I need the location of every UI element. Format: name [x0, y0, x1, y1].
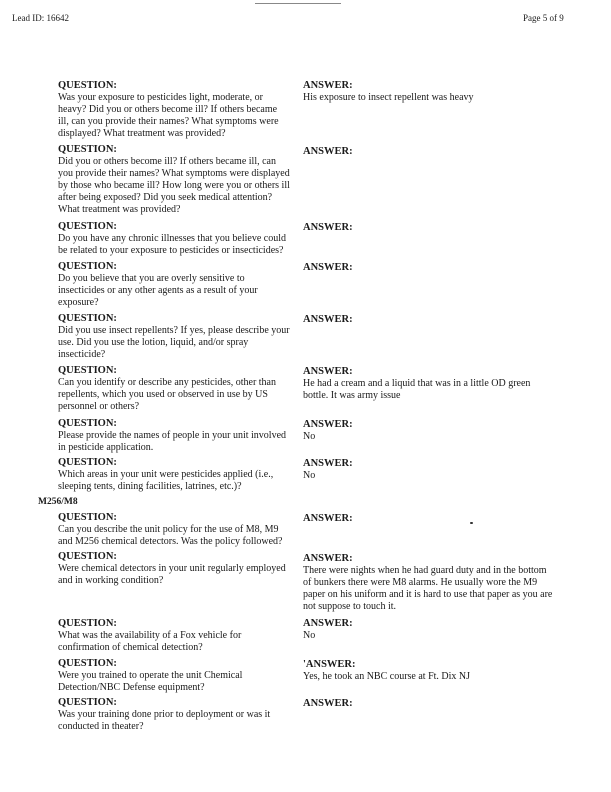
answer-label: ANSWER:: [303, 553, 353, 564]
question-label: QUESTION:: [58, 80, 117, 91]
answer-block: [303, 419, 553, 443]
question-block: [58, 144, 290, 216]
question-label: QUESTION:: [58, 418, 117, 429]
section-label: M256/M8: [38, 497, 78, 507]
answer-text: His exposure to insect repellent was heavy: [303, 92, 474, 103]
question-label: QUESTION:: [58, 551, 117, 562]
question-block: [58, 221, 290, 257]
answer-block: [303, 366, 553, 402]
answer-text: Yes, he took an NBC course at Ft. Dix NJ: [303, 671, 471, 682]
question-label: QUESTION:: [58, 618, 117, 629]
question-block: [58, 80, 290, 140]
top-rule: [255, 3, 341, 4]
answer-block: [303, 618, 553, 642]
answer-block: [303, 80, 553, 104]
question-text: Which areas in your unit were pesticides applied (i.e., sleeping tents, dining facilities, latrines, etc.)?: [58, 469, 274, 492]
question-label: QUESTION:: [58, 658, 117, 669]
question-block: [58, 658, 290, 694]
answer-text: No: [303, 431, 316, 442]
answer-block: [303, 553, 553, 613]
question-label: QUESTION:: [58, 221, 117, 232]
question-text: Was your training done prior to deployment or was it conducted in theater?: [58, 709, 271, 732]
question-text: Please provide the names of people in your unit involved in pesticide application.: [58, 430, 287, 453]
answer-block: [303, 698, 553, 710]
question-text: Were chemical detectors in your unit regularly employed and in working condition?: [58, 563, 286, 586]
answer-label: ANSWER:: [303, 314, 353, 325]
question-block: [58, 313, 290, 361]
answer-block: [303, 222, 553, 234]
question-text: Do you believe that you are overly sensitive to insecticides or any other agents as a result of your exposure?: [58, 273, 258, 308]
answer-label: ANSWER:: [303, 698, 353, 709]
question-text: Did you use insect repellents? If yes, please describe your use. Did you use the lotion, liquid, and/or spray insecticide?: [58, 325, 290, 360]
answer-text: No: [303, 470, 316, 481]
question-label: QUESTION:: [58, 457, 117, 468]
answer-block: [303, 513, 553, 525]
question-label: QUESTION:: [58, 365, 117, 376]
question-text: Were you trained to operate the unit Chemical Detection/NBC Defense equipment?: [58, 670, 243, 693]
answer-label: ANSWER:: [303, 513, 353, 524]
answer-text: There were nights when he had guard duty and in the bottom of bunkers there were M8 alarms. He usually wore the M9 paper on his uniform and it is hard to use that paper as you are not suppose to touch it.: [303, 565, 553, 612]
answer-text: He had a cream and a liquid that was in a little OD green bottle. It was army issue: [303, 378, 531, 401]
question-block: [58, 697, 290, 733]
question-label: QUESTION:: [58, 144, 117, 155]
question-label: QUESTION:: [58, 261, 117, 272]
answer-block: [303, 146, 553, 158]
question-text: Did you or others become ill? If others became ill, can you provide their names? What symptoms were displayed by those who became ill? How long were you or others ill after being exposed? Did you seek medical attention? What treatment was provided?: [58, 156, 290, 215]
question-block: [58, 365, 290, 413]
answer-label: ANSWER:: [303, 80, 353, 91]
answer-block: [303, 262, 553, 274]
lead-id: Lead ID: 16642: [12, 13, 69, 23]
answer-label: 'ANSWER:: [303, 659, 356, 670]
question-label: QUESTION:: [58, 697, 117, 708]
question-block: [58, 261, 290, 309]
question-block: [58, 457, 290, 493]
speck-mark: [470, 522, 473, 524]
answer-label: ANSWER:: [303, 458, 353, 469]
question-block: [58, 551, 290, 587]
answer-label: ANSWER:: [303, 222, 353, 233]
answer-block: [303, 314, 553, 326]
answer-label: ANSWER:: [303, 366, 353, 377]
answer-label: ANSWER:: [303, 262, 353, 273]
question-text: Do you have any chronic illnesses that you believe could be related to your exposure to pesticides or insecticides?: [58, 233, 286, 256]
answer-label: ANSWER:: [303, 419, 353, 430]
answer-label: ANSWER:: [303, 618, 353, 629]
question-text: Can you describe the unit policy for the use of M8, M9 and M256 chemical detectors. Was the policy followed?: [58, 524, 283, 547]
answer-label: ANSWER:: [303, 146, 353, 157]
question-block: [58, 618, 290, 654]
question-text: Was your exposure to pesticides light, moderate, or heavy? Did you or others become ill? If others became ill, can you provide their names? What symptoms were displayed? What treatment was provided?: [58, 92, 279, 139]
question-label: QUESTION:: [58, 313, 117, 324]
question-block: [58, 512, 290, 548]
question-text: What was the availability of a Fox vehicle for confirmation of chemical detection?: [58, 630, 242, 653]
answer-text: No: [303, 630, 316, 641]
page-number: Page 5 of 9: [523, 13, 564, 23]
answer-block: [303, 458, 553, 482]
question-label: QUESTION:: [58, 512, 117, 523]
answer-block: [303, 659, 553, 683]
question-text: Can you identify or describe any pesticides, other than repellents, which you used or observed in use by US personnel or others?: [58, 377, 276, 412]
question-block: [58, 418, 290, 454]
